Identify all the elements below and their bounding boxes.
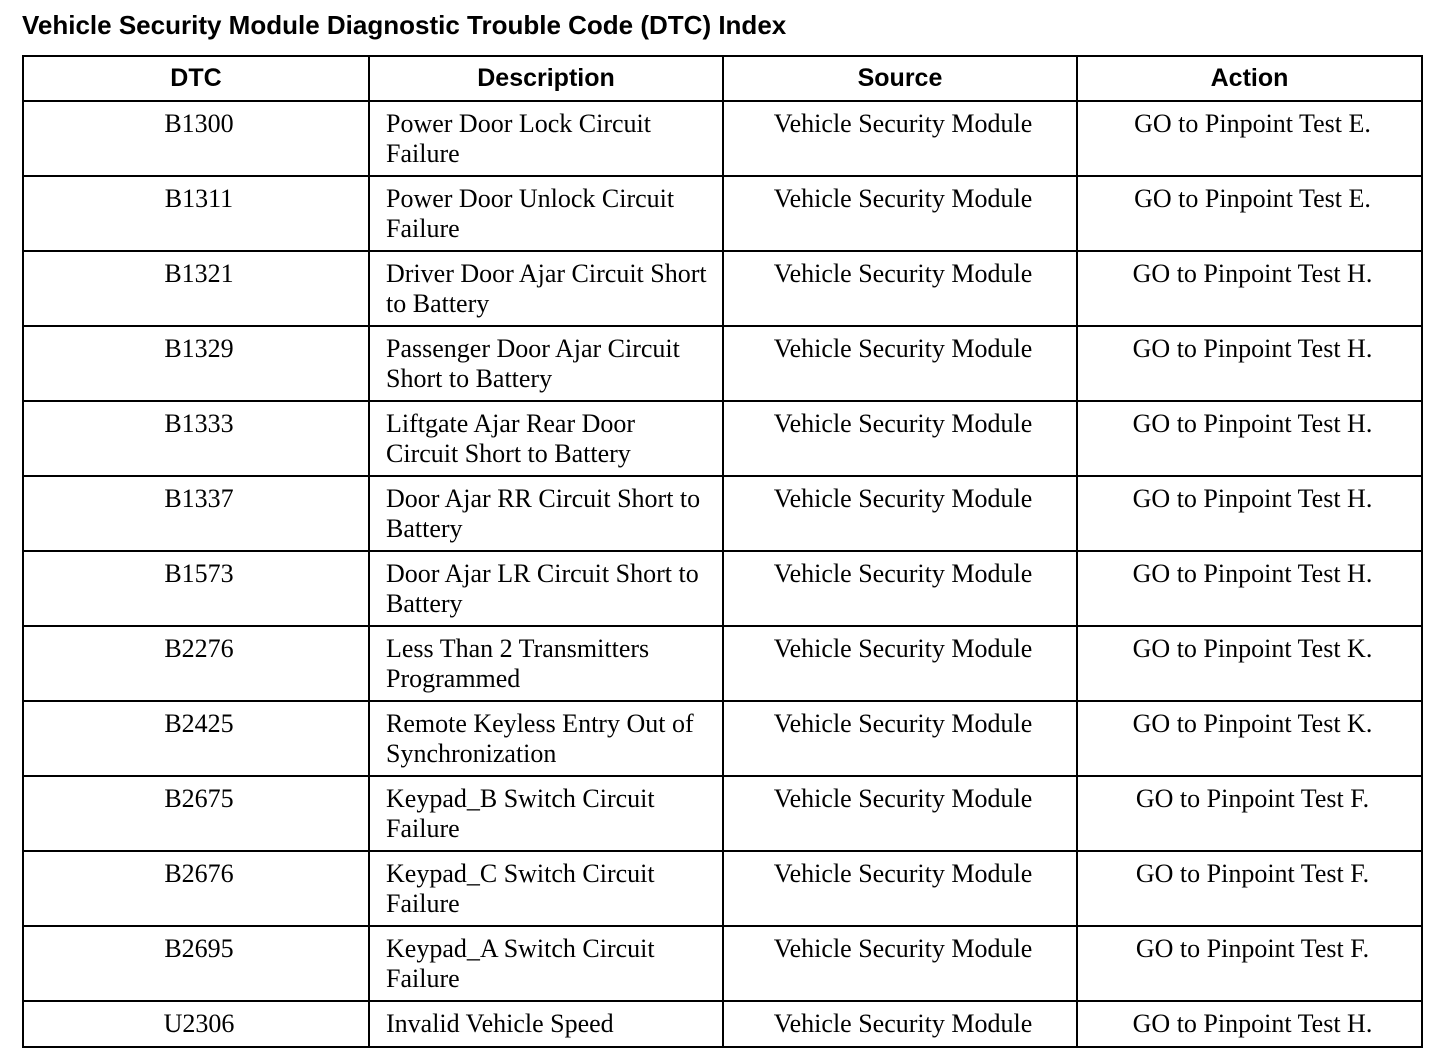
table-row [23,476,1422,551]
table-row [23,626,1422,701]
header-source: Source [723,56,1077,101]
dtc-action: GO to Pinpoint Test H. [1077,326,1422,401]
table-row [23,551,1422,626]
dtc-description: Remote Keyless Entry Out of Synchronization [369,701,723,776]
dtc-source: Vehicle Security Module [723,776,1077,851]
dtc-action: GO to Pinpoint Test H. [1077,401,1422,476]
dtc-source: Vehicle Security Module [723,476,1077,551]
dtc-description: Less Than 2 Transmitters Programmed [369,626,723,701]
dtc-source: Vehicle Security Module [723,326,1077,401]
dtc-description: Door Ajar RR Circuit Short to Battery [369,476,723,551]
table-row [23,776,1422,851]
dtc-action: GO to Pinpoint Test K. [1077,701,1422,776]
dtc-code: U2306 [23,1001,369,1047]
dtc-description: Liftgate Ajar Rear Door Circuit Short to Battery [369,401,723,476]
dtc-source: Vehicle Security Module [723,401,1077,476]
dtc-code: B2675 [23,776,369,851]
dtc-description: Power Door Unlock Circuit Failure [369,176,723,251]
dtc-action: GO to Pinpoint Test H. [1077,251,1422,326]
dtc-description: Power Door Lock Circuit Failure [369,101,723,176]
dtc-code: B1333 [23,401,369,476]
dtc-source: Vehicle Security Module [723,251,1077,326]
table-row [23,176,1422,251]
table-row [23,1001,1422,1047]
dtc-code: B2695 [23,926,369,1001]
dtc-source: Vehicle Security Module [723,701,1077,776]
dtc-action: GO to Pinpoint Test H. [1077,551,1422,626]
dtc-action: GO to Pinpoint Test H. [1077,1001,1422,1047]
dtc-source: Vehicle Security Module [723,626,1077,701]
dtc-source: Vehicle Security Module [723,1001,1077,1047]
dtc-code: B1311 [23,176,369,251]
dtc-source: Vehicle Security Module [723,101,1077,176]
table-row [23,851,1422,926]
dtc-description: Door Ajar LR Circuit Short to Battery [369,551,723,626]
dtc-source: Vehicle Security Module [723,551,1077,626]
header-action: Action [1077,56,1422,101]
dtc-action: GO to Pinpoint Test E. [1077,176,1422,251]
dtc-action: GO to Pinpoint Test H. [1077,476,1422,551]
dtc-source: Vehicle Security Module [723,176,1077,251]
dtc-description: Invalid Vehicle Speed [369,1001,723,1047]
document-title: Vehicle Security Module Diagnostic Trouble Code (DTC) Index [22,10,787,40]
dtc-action: GO to Pinpoint Test F. [1077,926,1422,1001]
table-row [23,401,1422,476]
dtc-action: GO to Pinpoint Test E. [1077,101,1422,176]
dtc-code: B2276 [23,626,369,701]
dtc-source: Vehicle Security Module [723,926,1077,1001]
dtc-description: Keypad_B Switch Circuit Failure [369,776,723,851]
table-row [23,251,1422,326]
table-row [23,926,1422,1001]
dtc-code: B1321 [23,251,369,326]
dtc-index-table [22,55,1423,1048]
dtc-code: B1300 [23,101,369,176]
table-row [23,701,1422,776]
dtc-description: Keypad_C Switch Circuit Failure [369,851,723,926]
dtc-code: B1337 [23,476,369,551]
dtc-action: GO to Pinpoint Test F. [1077,776,1422,851]
table-row [23,326,1422,401]
dtc-code: B1329 [23,326,369,401]
dtc-source: Vehicle Security Module [723,851,1077,926]
dtc-description: Keypad_A Switch Circuit Failure [369,926,723,1001]
dtc-action: GO to Pinpoint Test K. [1077,626,1422,701]
header-dtc: DTC [23,56,369,101]
dtc-description: Passenger Door Ajar Circuit Short to Battery [369,326,723,401]
header-description: Description [369,56,723,101]
dtc-description: Driver Door Ajar Circuit Short to Battery [369,251,723,326]
dtc-code: B2676 [23,851,369,926]
table-row [23,101,1422,176]
table-header-row [23,56,1422,101]
dtc-action: GO to Pinpoint Test F. [1077,851,1422,926]
dtc-code: B1573 [23,551,369,626]
dtc-code: B2425 [23,701,369,776]
